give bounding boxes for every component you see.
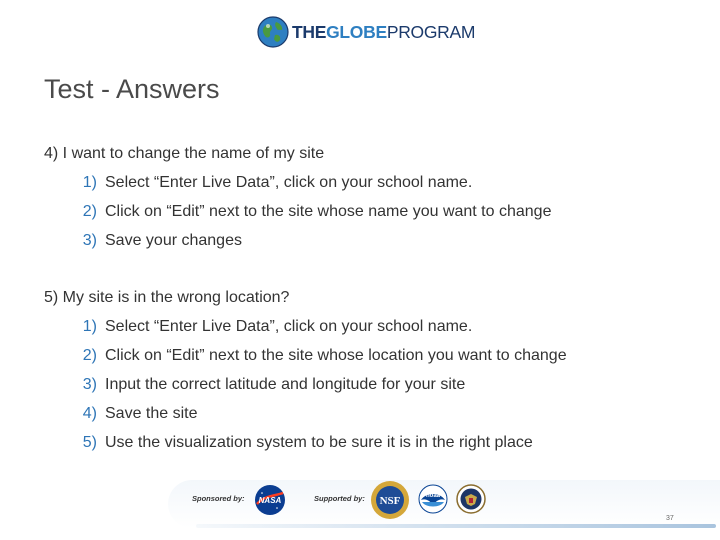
noaa-logo-icon — [418, 484, 448, 514]
nsf-logo-text: NSF — [379, 495, 401, 507]
footer-divider — [196, 524, 716, 528]
step-number: 3) — [82, 232, 97, 249]
globe-logo-icon — [256, 15, 290, 49]
step-text: Save the site — [105, 405, 198, 422]
list-item — [44, 428, 567, 457]
question-text: 4) I want to change the name of my site — [44, 145, 325, 162]
step-text: Use the visualization system to be sure it is in the right place — [105, 434, 533, 451]
step-text: Select “Enter Live Data”, click on your school name. — [105, 318, 473, 335]
step-text: Select “Enter Live Data”, click on your school name. — [105, 174, 473, 191]
step-text: Save your changes — [105, 232, 242, 249]
sponsored-by-label: Sponsored by: — [192, 494, 245, 503]
step-number: 2) — [82, 347, 97, 364]
step-text: Click on “Edit” next to the site whose name you want to change — [105, 203, 552, 220]
step-text: Click on “Edit” next to the site whose location you want to change — [105, 347, 567, 364]
step-number: 4) — [82, 405, 97, 422]
nasa-logo-text: NASA — [258, 496, 282, 505]
step-number: 1) — [82, 318, 97, 335]
question-section-5 — [44, 283, 567, 457]
list-item — [44, 341, 567, 370]
question-section-4 — [44, 139, 551, 255]
nasa-logo-icon — [254, 484, 286, 516]
slide-title: Test - Answers — [44, 74, 220, 104]
list-item — [44, 168, 551, 197]
list-item — [44, 197, 551, 226]
state-department-seal-icon — [456, 484, 486, 514]
step-number: 1) — [82, 174, 97, 191]
question-text: 5) My site is in the wrong location? — [44, 289, 290, 306]
nsf-logo-icon — [370, 480, 410, 520]
list-item — [44, 226, 551, 255]
list-item — [44, 399, 567, 428]
logo-globe: GLOBE — [326, 21, 387, 42]
page-number: 37 — [666, 515, 674, 522]
answer-steps — [44, 168, 551, 255]
supported-by-label: Supported by: — [314, 494, 365, 503]
step-number: 3) — [82, 376, 97, 393]
step-text: Input the correct latitude and longitude for your site — [105, 376, 466, 393]
list-item — [44, 370, 567, 399]
globe-program-logo — [256, 12, 476, 52]
noaa-logo-text: noaa — [425, 493, 441, 499]
step-number: 5) — [82, 434, 97, 451]
sponsor-footer — [168, 474, 720, 532]
logo-the: THE — [292, 21, 327, 42]
logo-wordmark — [292, 22, 475, 43]
list-item — [44, 312, 567, 341]
logo-program: PROGRAM — [386, 21, 476, 42]
answer-steps — [44, 312, 567, 457]
step-number: 2) — [82, 203, 97, 220]
